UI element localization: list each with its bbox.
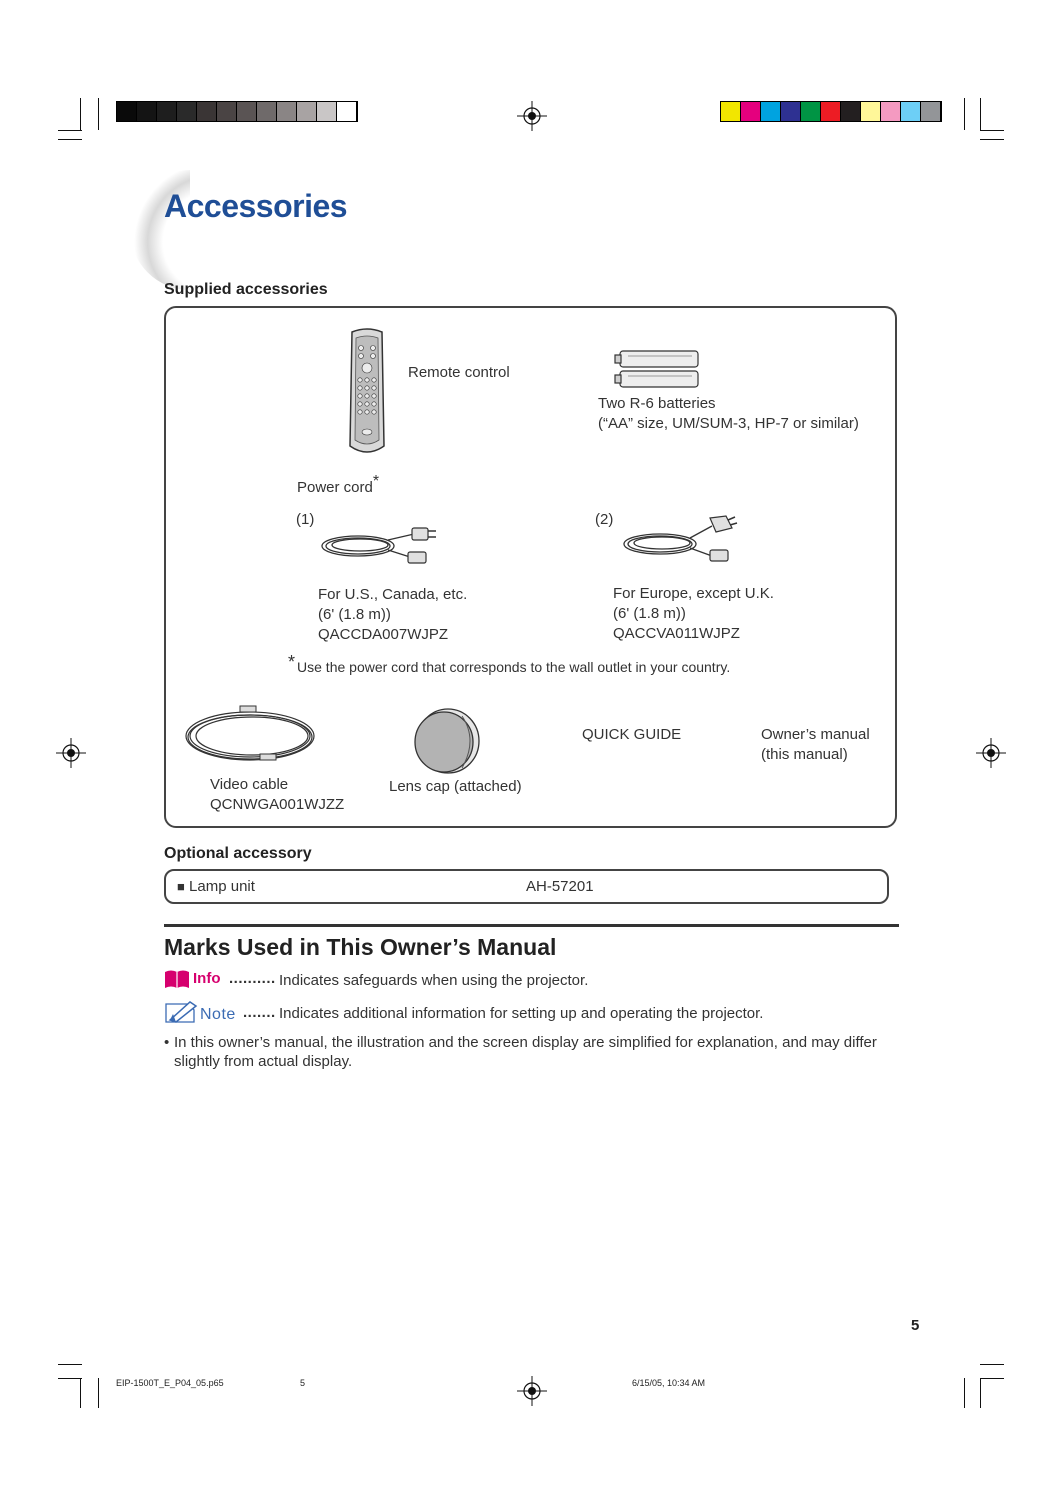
color-swatch [317,102,337,121]
video-cable-part-number: QCNWGA001WJZZ [210,796,345,813]
color-swatch [821,102,841,121]
note-leader: ....... [243,1004,276,1021]
crop-mark [980,1364,1004,1365]
video-cable-icon [182,702,324,768]
color-swatch [337,102,357,121]
paragraph-line-1: In this owner’s manual, the illustration and the screen display are simplified for explanation, and may differ [174,1034,877,1051]
remote-control-label: Remote control [408,364,510,381]
color-swatch [801,102,821,121]
cord1-length: (6' (1.8 m)) [318,606,391,623]
footnote [288,652,730,677]
crop-mark [80,98,81,130]
square-bullet-icon: ■ [177,879,185,894]
crop-mark [980,139,1004,140]
grayscale-strip [116,101,358,122]
lamp-unit-row [177,877,255,897]
remote-control-icon [346,328,388,456]
cord2-length: (6' (1.8 m)) [613,605,686,622]
crop-mark [980,98,981,130]
paragraph-line-2: slightly from actual display. [174,1053,353,1070]
color-swatch [297,102,317,121]
color-swatch [781,102,801,121]
power-cord-text: Power cord [297,479,373,496]
owners-manual-label: Owner’s manual [761,726,870,743]
pencil-note-icon [164,1000,200,1024]
lens-cap-label: Lens cap (attached) [389,778,522,795]
registration-mark-icon [517,1376,547,1406]
slug-date: 6/15/05, 10:34 AM [632,1378,706,1388]
color-swatch [197,102,217,121]
slug-filename: EIP-1500T_E_P04_05.p65 [116,1378,224,1388]
color-swatch [901,102,921,121]
info-label: Info [193,970,221,987]
page-number: 5 [911,1317,920,1334]
power-cord-label [297,472,379,498]
crop-mark [980,1378,981,1408]
lens-cap-icon [410,706,482,776]
slug-page: 5 [300,1378,306,1388]
color-swatch [257,102,277,121]
cord1-part-number: QACCDA007WJPZ [318,626,449,643]
crop-mark [98,1378,99,1408]
book-icon [164,969,190,989]
power-cord-us-icon [318,524,440,566]
cord2-part-number: QACCVA011WJPZ [613,625,740,642]
footnote-asterisk: * [288,652,296,672]
info-description: Indicates safeguards when using the projector. [279,972,589,989]
crop-mark [58,1364,82,1365]
crop-mark [80,1378,81,1408]
registration-mark-icon [976,738,1006,768]
crop-mark [58,130,82,131]
quick-guide-label: QUICK GUIDE [582,726,682,743]
footnote-text: Use the power cord that corresponds to the wall outlet in your country. [297,659,731,675]
supplied-heading: Supplied accessories [164,281,328,298]
crop-mark [58,139,82,140]
color-swatch [861,102,881,121]
color-swatch [761,102,781,121]
color-swatch [841,102,861,121]
section-divider [164,924,899,927]
marks-heading: Marks Used in This Owner’s Manual [164,934,557,960]
color-swatch [721,102,741,121]
crop-mark [980,1378,1004,1379]
color-swatch [137,102,157,121]
asterisk: * [372,473,380,490]
cord2-number: (2) [595,511,614,528]
crop-mark [964,98,965,130]
color-swatch [881,102,901,121]
crop-mark [964,1378,965,1408]
color-swatch [177,102,197,121]
note-description: Indicates additional information for setting up and operating the projector. [279,1005,764,1022]
registration-mark-icon [517,101,547,131]
color-swatch [237,102,257,121]
owners-manual-note: (this manual) [761,746,848,763]
battery-icon [614,348,702,390]
registration-mark-icon [56,738,86,768]
color-swatch [217,102,237,121]
bullet: • [164,1034,170,1051]
batteries-label: Two R-6 batteries [598,395,716,412]
color-strip [720,101,942,122]
page-title: Accessories [164,188,348,224]
info-leader: .......... [229,970,276,987]
cord1-number: (1) [296,511,315,528]
video-cable-label: Video cable [210,776,289,793]
lamp-unit-code: AH-57201 [526,878,594,895]
color-swatch [117,102,137,121]
cord1-region: For U.S., Canada, etc. [318,586,468,603]
crop-mark [58,1378,82,1379]
note-label: Note [200,1006,236,1023]
crop-mark [98,98,99,130]
lamp-unit-label: Lamp unit [189,878,255,895]
cord2-region: For Europe, except U.K. [613,585,774,602]
power-cord-eu-icon [620,512,738,566]
crop-mark [980,130,1004,131]
color-swatch [157,102,177,121]
optional-heading: Optional accessory [164,845,312,862]
color-swatch [741,102,761,121]
color-swatch [921,102,941,121]
color-swatch [277,102,297,121]
batteries-spec: (“AA” size, UM/SUM-3, HP-7 or similar) [598,415,859,432]
